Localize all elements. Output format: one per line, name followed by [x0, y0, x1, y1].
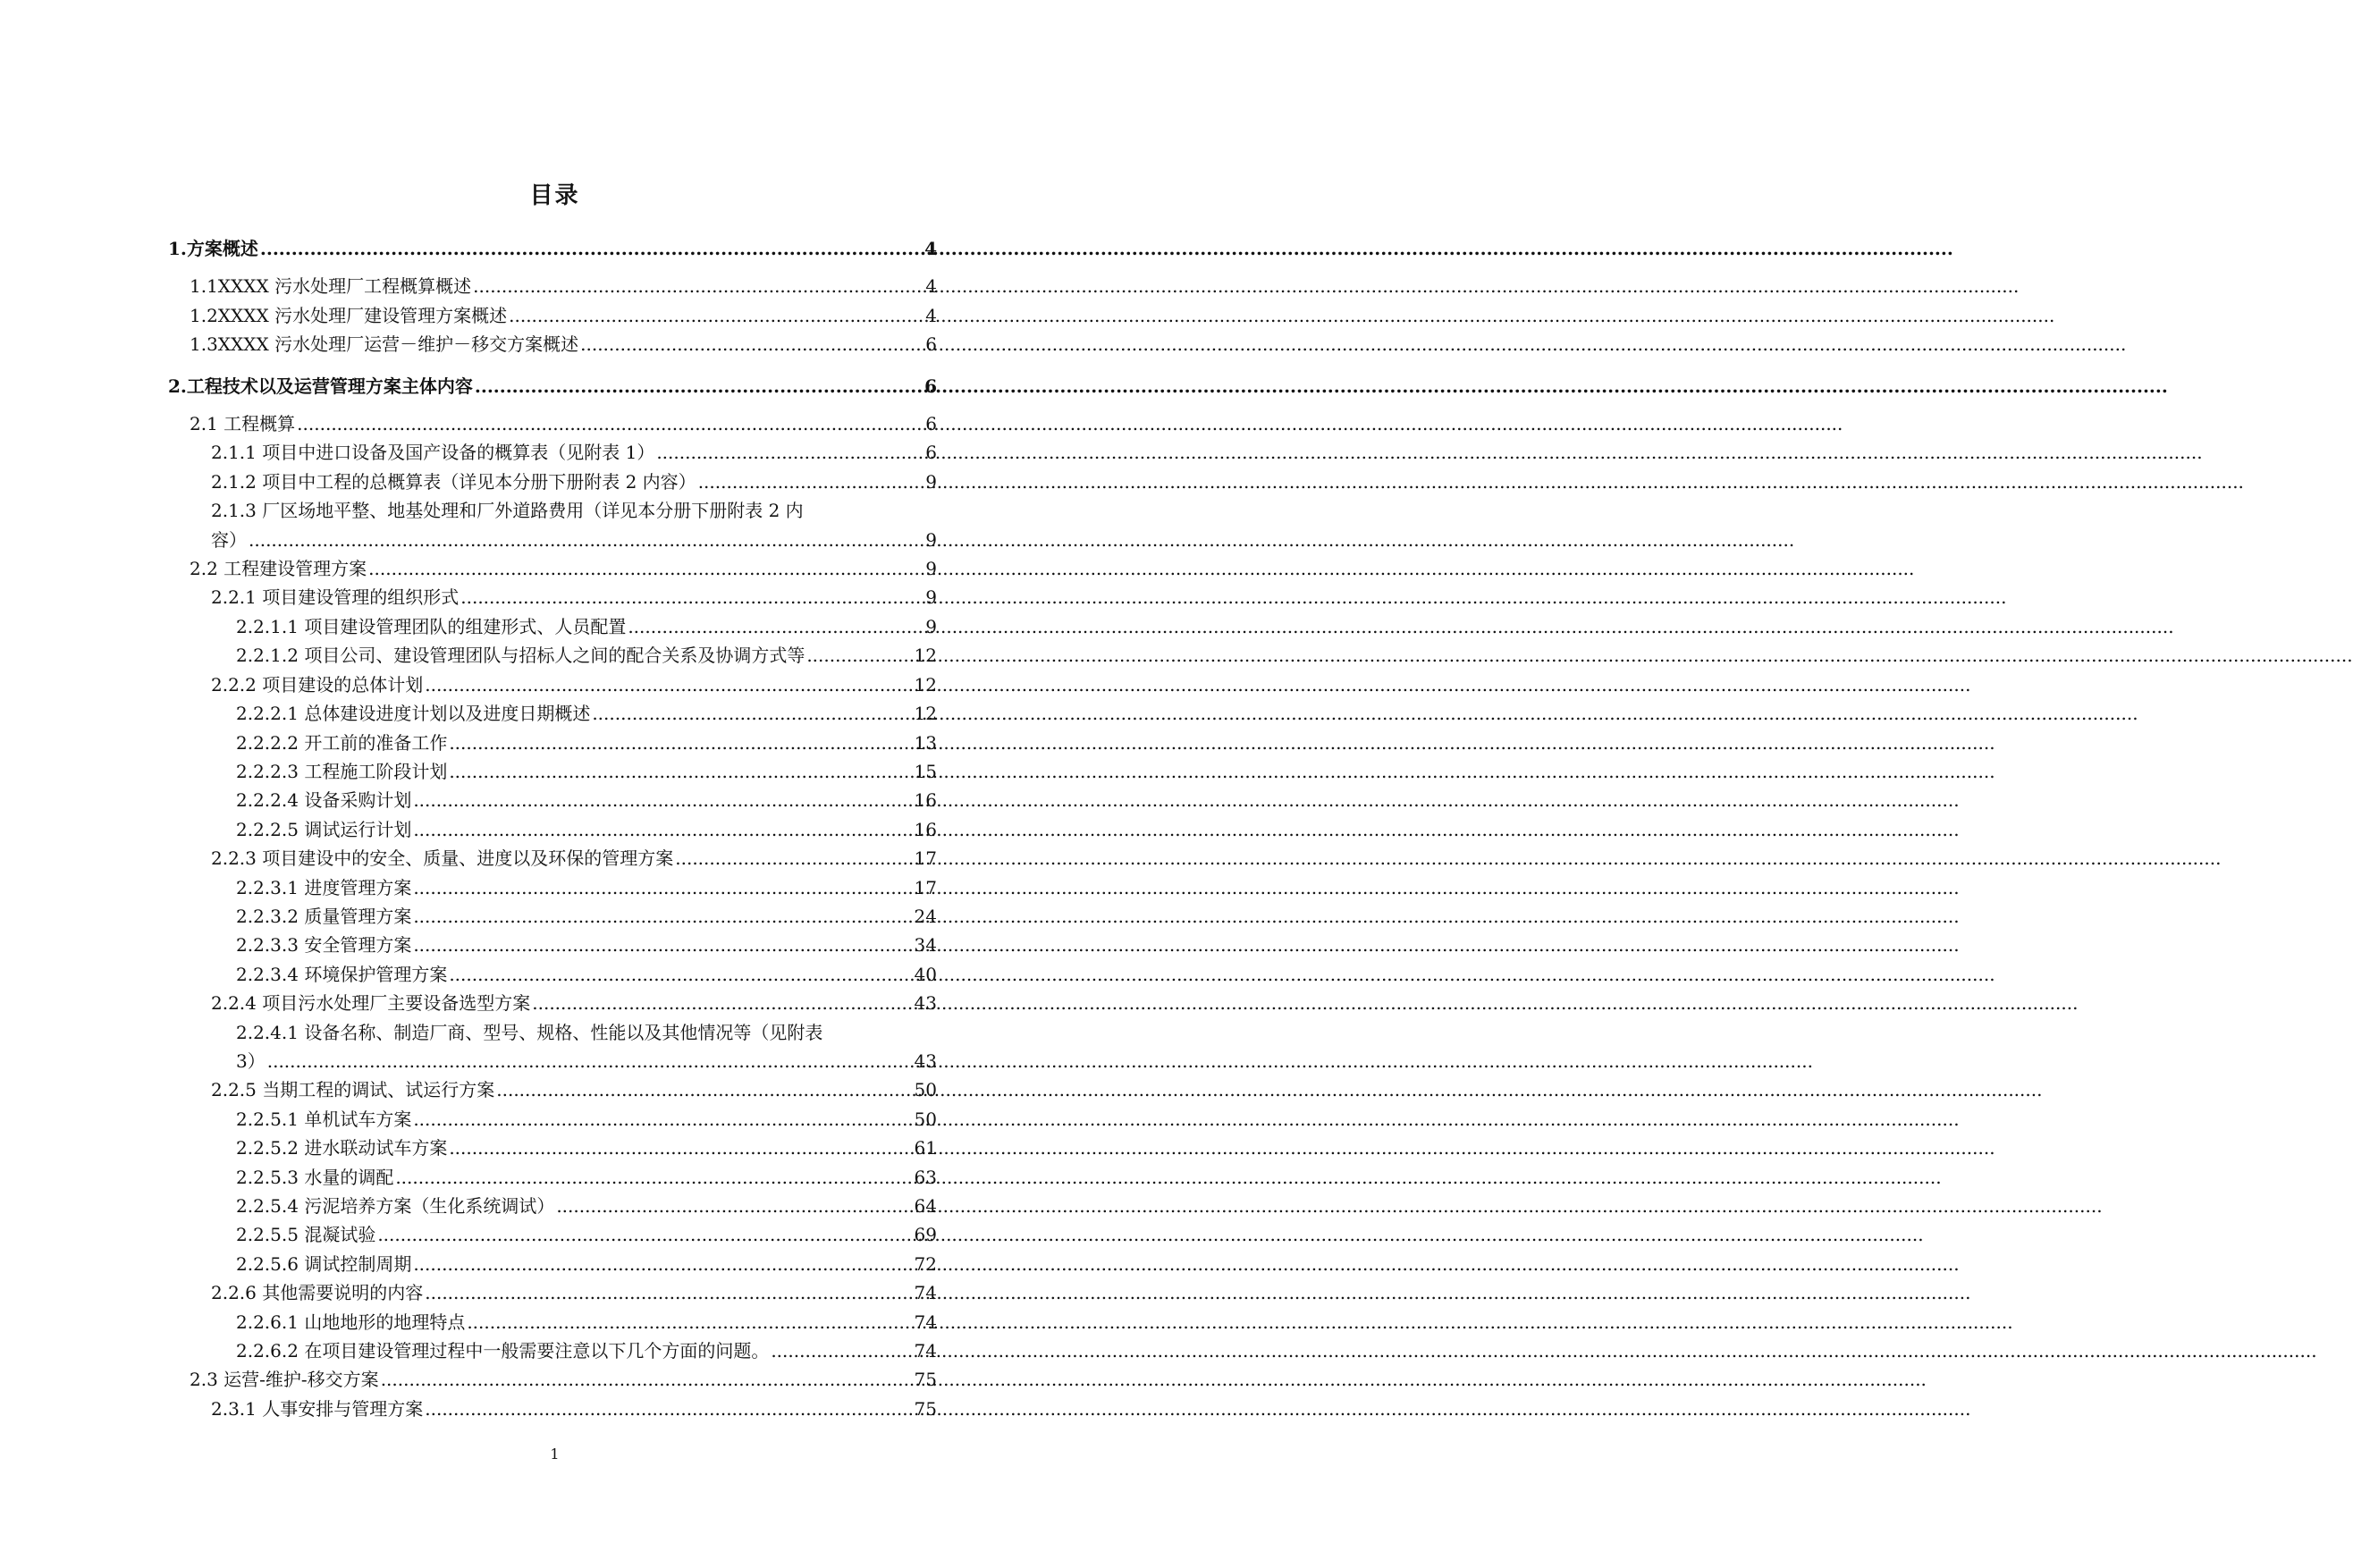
- toc-entry-label: 2.2.5.3 水量的调配: [236, 1166, 394, 1188]
- toc-entry-label: 1.2XXXX 污水处理厂建设管理方案概述: [190, 304, 508, 326]
- toc-leader-dots: [475, 372, 923, 400]
- toc-entry[interactable]: [168, 1134, 937, 1162]
- toc-entry-label: 1.1XXXX 污水处理厂工程概算概述: [190, 275, 472, 298]
- toc-entry-page: 9: [925, 615, 937, 637]
- toc-entry[interactable]: [168, 1192, 937, 1220]
- toc-entry-page: 6: [925, 442, 937, 464]
- toc-entry-page: 17: [914, 876, 937, 898]
- toc-entry-label: 2.2.3.4 环境保护管理方案: [236, 963, 448, 985]
- toc-entry[interactable]: [168, 699, 937, 728]
- toc-entry-page: 74: [914, 1282, 937, 1304]
- toc-entry-label: 2.2 工程建设管理方案: [190, 558, 367, 580]
- toc-entry[interactable]: [168, 1250, 937, 1278]
- toc-entry-page: 50: [914, 1108, 937, 1130]
- table-of-contents: [168, 234, 937, 1423]
- toc-leader-dots: [467, 1308, 912, 1336]
- toc-entry-page: 9: [925, 558, 937, 580]
- toc-entry[interactable]: [168, 301, 937, 330]
- toc-leader-dots: [395, 1163, 912, 1192]
- toc-entry-page: 9: [925, 528, 937, 551]
- toc-leader-dots: [413, 1250, 912, 1278]
- toc-entry-page: 17: [914, 847, 937, 870]
- toc-entry[interactable]: [168, 1018, 937, 1076]
- toc-leader-dots: [509, 301, 923, 330]
- toc-entry-label: 2.2.5.2 进水联动试车方案: [236, 1137, 448, 1159]
- toc-entry-page: 4: [925, 275, 937, 298]
- toc-leader-dots: [460, 583, 923, 611]
- toc-entry-label: 2.2.5.4 污泥培养方案（生化系统调试）: [236, 1195, 555, 1217]
- toc-entry[interactable]: [168, 409, 937, 438]
- toc-leader-dots: [413, 786, 912, 814]
- toc-leader-dots: [449, 729, 912, 757]
- toc-entry-label: 2.2.2.1 总体建设进度计划以及进度日期概述: [236, 703, 591, 725]
- toc-entry-page: 16: [914, 789, 937, 812]
- toc-entry[interactable]: [168, 1395, 937, 1423]
- toc-entry[interactable]: [168, 1220, 937, 1249]
- toc-entry[interactable]: [168, 960, 937, 989]
- toc-entry-label: 2.2.4 项目污水处理厂主要设备选型方案: [211, 992, 531, 1015]
- toc-entry-page: 75: [914, 1397, 937, 1420]
- toc-entry-page: 63: [914, 1166, 937, 1188]
- toc-entry-label: 2.1.3 厂区场地平整、地基处理和厂外道路费用（详见本分册下册附表 2 内: [211, 500, 804, 522]
- toc-entry[interactable]: [168, 438, 937, 467]
- toc-leader-dots: [425, 1278, 912, 1307]
- toc-entry[interactable]: [168, 757, 937, 786]
- toc-entry[interactable]: [168, 729, 937, 757]
- toc-entry-page: 16: [914, 818, 937, 840]
- toc-entry-page: 43: [914, 992, 937, 1015]
- toc-entry-page: 4: [925, 304, 937, 326]
- toc-entry-page: 40: [914, 963, 937, 985]
- toc-entry-label: 2.2.5.5 混凝试验: [236, 1224, 376, 1246]
- toc-entry-page: 72: [914, 1252, 937, 1275]
- toc-entry[interactable]: [168, 468, 937, 496]
- toc-entry-label: 2.2.6.2 在项目建设管理过程中一般需要注意以下几个方面的问题。: [236, 1340, 770, 1362]
- toc-leader-dots: [532, 989, 912, 1017]
- toc-entry-page: 12: [914, 703, 937, 725]
- toc-entry-page: 9: [925, 470, 937, 493]
- toc-entry-label: 2.1.2 项目中工程的总概算表（详见本分册下册附表 2 内容）: [211, 470, 696, 493]
- toc-entry[interactable]: [168, 815, 937, 844]
- toc-entry-label: 2.1.1 项目中进口设备及国产设备的概算表（见附表 1）: [211, 442, 655, 464]
- toc-entry-label: 2.2.5.6 调试控制周期: [236, 1252, 412, 1275]
- toc-leader-dots: [449, 757, 912, 786]
- toc-leader-dots: [425, 670, 912, 699]
- toc-leader-dots: [413, 873, 912, 902]
- toc-leader-dots: [580, 330, 923, 358]
- toc-entry[interactable]: [168, 902, 937, 931]
- toc-leader-dots: [377, 1220, 912, 1249]
- toc-entry-label: 2.2.6 其他需要说明的内容: [211, 1282, 424, 1304]
- toc-leader-dots: [556, 1192, 912, 1220]
- toc-entry[interactable]: [168, 641, 937, 670]
- toc-title: 目录: [529, 182, 580, 209]
- toc-entry[interactable]: [168, 670, 937, 699]
- toc-entry[interactable]: [168, 931, 937, 959]
- document-page: [0, 0, 1109, 1568]
- toc-entry[interactable]: [168, 1075, 937, 1104]
- toc-entry-page: 69: [914, 1224, 937, 1246]
- toc-entry-page: 50: [914, 1079, 937, 1101]
- toc-entry-label: 2.2.6.1 山地地形的地理特点: [236, 1311, 466, 1333]
- toc-entry-label-continued: 容）: [211, 528, 247, 551]
- toc-leader-dots: [628, 612, 923, 641]
- toc-entry[interactable]: [168, 844, 937, 873]
- toc-entry-label: 2.2.3.2 质量管理方案: [236, 905, 412, 927]
- toc-entry-page: 4: [924, 238, 937, 259]
- toc-entry[interactable]: [168, 554, 937, 583]
- toc-entry[interactable]: [168, 786, 937, 814]
- toc-leader-dots: [592, 699, 912, 728]
- toc-entry-label: 2.2.3.3 安全管理方案: [236, 934, 412, 957]
- toc-entry-label: 2.2.5 当期工程的调试、试运行方案: [211, 1079, 495, 1101]
- toc-leader-dots: [260, 234, 923, 263]
- toc-entry[interactable]: [168, 583, 937, 611]
- toc-entry-page: 74: [914, 1340, 937, 1362]
- toc-leader-dots: [698, 468, 924, 496]
- toc-leader-dots: [675, 844, 912, 873]
- toc-entry[interactable]: [168, 1278, 937, 1307]
- toc-leader-dots: [449, 1134, 912, 1162]
- toc-entry-label: 2.2.1.1 项目建设管理团队的组建形式、人员配置: [236, 615, 627, 637]
- toc-leader-dots: [297, 409, 923, 438]
- toc-entry-page: 64: [914, 1195, 937, 1217]
- toc-entry-page: 9: [925, 586, 937, 609]
- toc-entry-page: 6: [924, 375, 937, 397]
- toc-entry-label: 2.2.4.1 设备名称、制造厂商、型号、规格、性能以及其他情况等（见附表: [236, 1021, 823, 1043]
- toc-entry[interactable]: [168, 372, 937, 400]
- toc-entry-page: 34: [914, 934, 937, 957]
- toc-entry[interactable]: [168, 272, 937, 300]
- toc-leader-dots: [771, 1336, 912, 1365]
- toc-leader-dots: [473, 272, 923, 300]
- page-number: 1: [550, 1446, 560, 1463]
- toc-leader-dots: [249, 526, 923, 554]
- toc-entry-label: 2.1 工程概算: [190, 413, 296, 435]
- toc-entry-page: 6: [925, 333, 937, 356]
- toc-leader-dots: [413, 931, 912, 959]
- toc-entry-label: 2.3.1 人事安排与管理方案: [211, 1397, 424, 1420]
- toc-entry-label: 2.2.3.1 进度管理方案: [236, 876, 412, 898]
- toc-entry-label: 2.工程技术以及运营管理方案主体内容: [168, 375, 473, 397]
- toc-entry-label: 2.2.2.2 开工前的准备工作: [236, 731, 448, 754]
- toc-entry[interactable]: [168, 1365, 937, 1394]
- toc-entry[interactable]: [168, 873, 937, 902]
- toc-entry-label: 2.3 运营-维护-移交方案: [190, 1369, 379, 1391]
- toc-entry-page: 13: [914, 731, 937, 754]
- toc-entry[interactable]: [168, 1163, 937, 1192]
- toc-entry[interactable]: [168, 234, 937, 263]
- toc-entry-page: 75: [914, 1369, 937, 1391]
- toc-entry-label: 1.方案概述: [168, 238, 258, 259]
- toc-entry-page: 12: [914, 673, 937, 695]
- toc-leader-dots: [496, 1075, 912, 1104]
- toc-leader-dots: [656, 438, 923, 467]
- toc-leader-dots: [368, 554, 923, 583]
- toc-entry-page: 15: [914, 760, 937, 782]
- toc-entry-label-continued: 3）: [236, 1050, 266, 1072]
- toc-leader-dots: [425, 1395, 912, 1423]
- toc-entry-label: 1.3XXXX 污水处理厂运营－维护－移交方案概述: [190, 333, 579, 356]
- toc-entry-label: 2.2.2 项目建设的总体计划: [211, 673, 424, 695]
- toc-leader-dots: [449, 960, 912, 989]
- toc-entry[interactable]: [168, 1308, 937, 1336]
- toc-entry-page: 12: [914, 645, 937, 667]
- toc-entry-label: 2.2.3 项目建设中的安全、质量、进度以及环保的管理方案: [211, 847, 674, 870]
- toc-entry-label: 2.2.2.3 工程施工阶段计划: [236, 760, 448, 782]
- toc-leader-dots: [381, 1365, 913, 1394]
- toc-entry-page: 43: [914, 1050, 937, 1072]
- toc-leader-dots: [267, 1047, 913, 1075]
- toc-entry-page: 61: [914, 1137, 937, 1159]
- toc-entry[interactable]: [168, 989, 937, 1017]
- toc-entry[interactable]: [168, 612, 937, 641]
- toc-entry-label: 2.2.2.4 设备采购计划: [236, 789, 412, 812]
- toc-entry-label: 2.2.1 项目建设管理的组织形式: [211, 586, 460, 609]
- toc-entry-page: 24: [914, 905, 937, 927]
- toc-entry[interactable]: [168, 1105, 937, 1134]
- toc-entry-label: 2.2.5.1 单机试车方案: [236, 1108, 412, 1130]
- toc-entry[interactable]: [168, 1336, 937, 1365]
- toc-leader-dots: [413, 815, 912, 844]
- toc-entry-label: 2.2.2.5 调试运行计划: [236, 818, 412, 840]
- toc-entry[interactable]: [168, 496, 937, 554]
- toc-leader-dots: [413, 902, 912, 931]
- toc-leader-dots: [413, 1105, 912, 1134]
- toc-entry-page: 74: [914, 1311, 937, 1333]
- toc-leader-dots: [806, 641, 912, 670]
- toc-entry[interactable]: [168, 330, 937, 358]
- toc-entry-page: 6: [925, 413, 937, 435]
- toc-entry-label: 2.2.1.2 项目公司、建设管理团队与招标人之间的配合关系及协调方式等: [236, 645, 805, 667]
